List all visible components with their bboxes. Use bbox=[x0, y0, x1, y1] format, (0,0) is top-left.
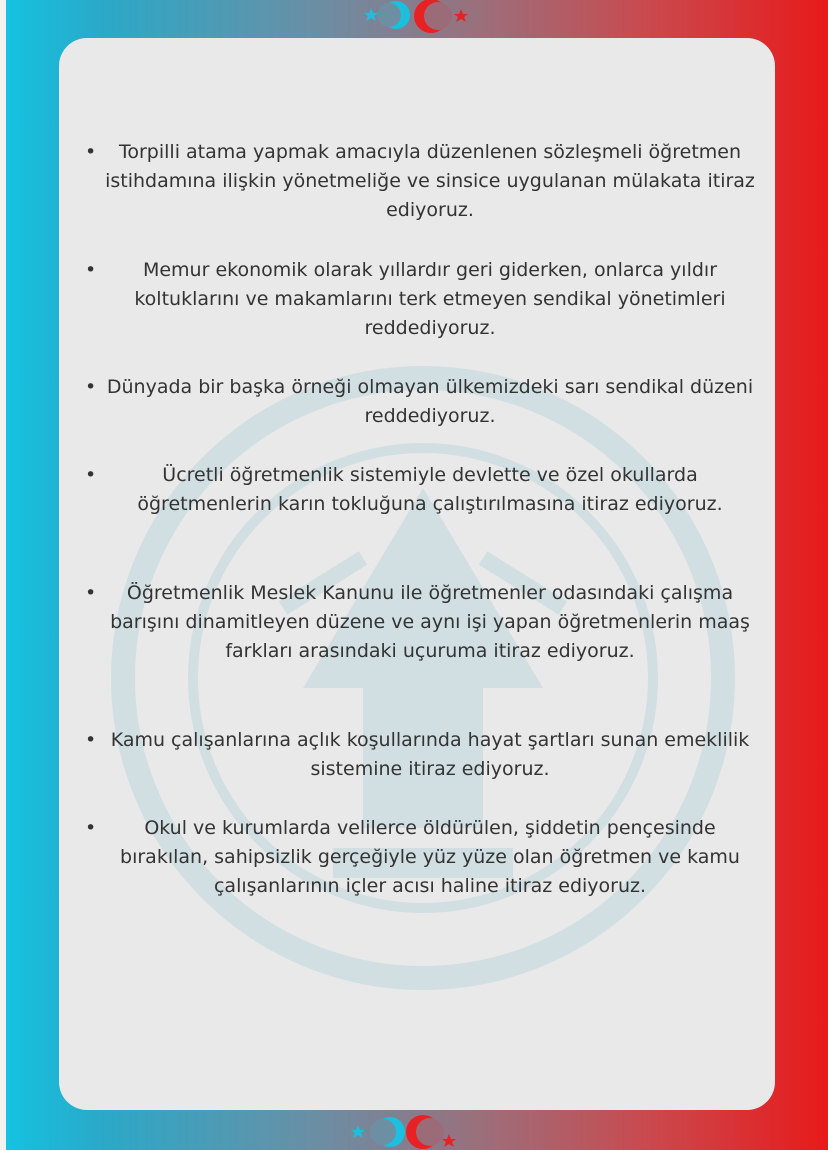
red-star-icon bbox=[454, 9, 468, 22]
crescent-star-emblem-icon bbox=[0, 0, 828, 40]
red-star-icon bbox=[442, 1134, 456, 1147]
blue-star-icon bbox=[351, 1125, 365, 1138]
bullet-dot: • bbox=[85, 582, 97, 604]
list-item-text: Kamu çalışanlarına açlık koşullarında hayat şartları sunan emeklilik sistemine itiraz ediyoruz. bbox=[110, 729, 750, 780]
list-item bbox=[85, 814, 755, 901]
red-crescent-icon bbox=[414, 0, 452, 33]
demands-list bbox=[59, 38, 775, 1110]
page-left-edge bbox=[0, 0, 6, 1150]
bullet-dot: • bbox=[85, 259, 97, 281]
bullet-dot: • bbox=[85, 729, 97, 751]
list-item bbox=[85, 256, 755, 343]
crescent-star-emblem-icon bbox=[0, 1110, 828, 1150]
list-item bbox=[85, 461, 755, 519]
bullet-dot: • bbox=[85, 817, 97, 839]
bullet-dot: • bbox=[85, 141, 97, 163]
blue-crescent-icon bbox=[377, 1, 410, 29]
content-card bbox=[59, 38, 775, 1110]
list-item-text: Öğretmenlik Meslek Kanunu ile öğretmenler odasındaki çalışma barışını dinamitleyen düzene ve aynı işi yapan öğretmenlerin maaş farkları arasındaki uçuruma itiraz ediyoruz. bbox=[110, 582, 750, 662]
bullet-dot: • bbox=[85, 376, 97, 398]
list-item-text: Okul ve kurumlarda velilerce öldürülen, şiddetin pençesinde bırakılan, sahipsizlik gerçeğiyle yüz yüze olan öğretmen ve kamu çalışanlarının içler acısı haline itiraz ediyoruz. bbox=[120, 817, 740, 897]
list-item bbox=[85, 138, 755, 225]
red-crescent-icon bbox=[406, 1115, 444, 1149]
list-item bbox=[85, 579, 755, 666]
list-item bbox=[85, 726, 755, 784]
list-item-text: Dünyada bir başka örneği olmayan ülkemizdeki sarı sendikal düzeni reddediyoruz. bbox=[106, 376, 754, 427]
list-item bbox=[85, 373, 755, 431]
blue-star-icon bbox=[364, 8, 378, 21]
list-item-text: Ücretli öğretmenlik sistemiyle devlette ve özel okullarda öğretmenlerin karın tokluğuna çalıştırılmasına itiraz ediyoruz. bbox=[137, 464, 723, 515]
bullet-dot: • bbox=[85, 464, 97, 486]
list-item-text: Memur ekonomik olarak yıllardır geri giderken, onlarca yıldır koltuklarını ve makamlarını terk etmeyen sendikal yönetimleri reddediyoruz. bbox=[134, 259, 726, 339]
blue-crescent-icon bbox=[370, 1117, 405, 1147]
list-item-text: Torpilli atama yapmak amacıyla düzenlenen sözleşmeli öğretmen istihdamına ilişkin yönetmeliğe ve sinsice uygulanan mülakata itiraz ediyoruz. bbox=[105, 141, 755, 221]
